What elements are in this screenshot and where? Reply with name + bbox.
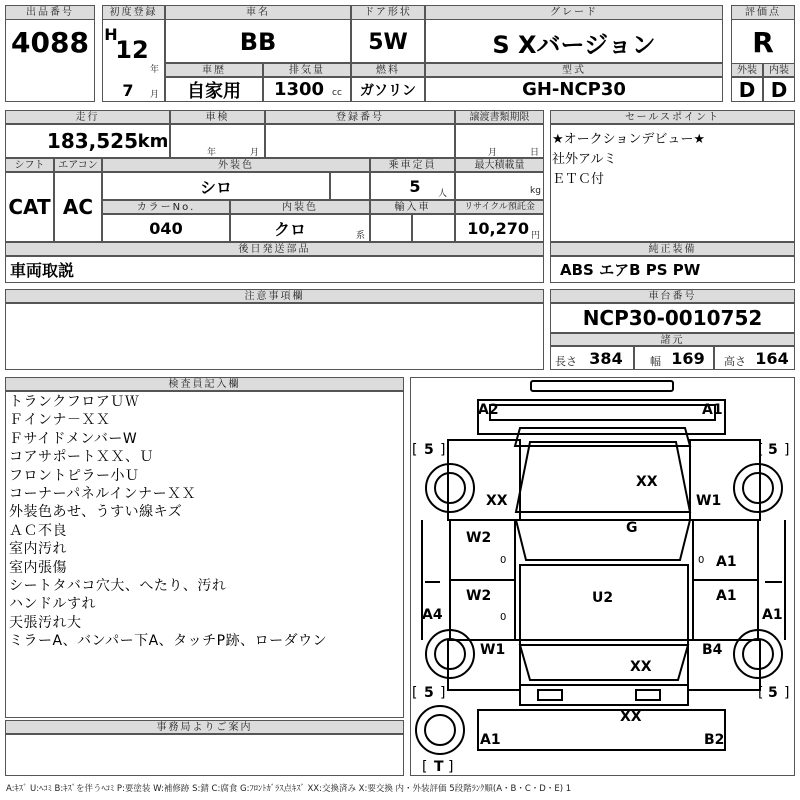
history-label: 車歴 [165,63,263,77]
car-name-label: 車名 [165,5,351,20]
ac: AC [62,195,94,219]
note-line: ＡＣ不良 [9,522,67,539]
note-line: シートタバコ穴大、へたり、汚れ [9,578,227,595]
max-load-label: 最大積載量 [455,158,544,172]
mark-zero-lf: 0 [500,555,507,566]
shift-label: シフト [5,158,54,172]
mark-a1-right-front: A1 [716,554,737,570]
reg-month: 7 [122,80,134,100]
caution-label: 注意事項欄 [5,289,544,303]
mark-u2-roof: U2 [592,590,614,606]
model: GH-NCP30 [522,79,626,100]
exterior-label: 外装 [731,63,763,77]
later-parts-label: 後日発送部品 [5,242,544,256]
capacity-unit: 人 [438,189,448,199]
mark-g-glass: G [626,520,638,536]
fuel-label: 燃料 [351,63,425,77]
car-name: BB [239,28,277,56]
transfer-label: 譲渡書類期限 [455,110,544,124]
import-cell-b [412,214,455,242]
inspection-month-unit: 月 [250,148,260,158]
height-label: 高さ [724,355,746,368]
bracket-icon: ] [784,442,790,458]
capacity: 5 [409,176,421,196]
later-parts: 車両取説 [10,261,75,280]
int-color-label: 内装色 [230,200,370,214]
score: R [752,25,774,59]
mileage-label: 走行 [5,110,170,124]
ext-color-extra-cell [330,172,370,200]
bracket-icon: [ [422,759,428,775]
interior-grade: D [770,77,788,102]
capacity-label: 乗車定員 [370,158,455,172]
door-type: 5W [368,29,408,55]
mark-tire-bl: 5 [424,685,434,701]
genuine-equipment: ABS エアB PS PW [560,261,701,279]
sales-line: ＥＴＣ付 [552,172,605,187]
transfer-month-unit: 月 [488,148,498,158]
mark-t-trunk: T [434,759,444,775]
bracket-icon: ] [440,685,446,701]
note-line: トランクフロアＵＷ [9,394,140,410]
mark-tire-tl: 5 [424,442,434,458]
length: 384 [589,348,623,368]
reg-year: 12 [115,36,149,64]
car-diagram [410,377,795,776]
history: 自家用 [187,80,241,102]
reg-no-cell [265,124,455,158]
mark-a4-left: A4 [422,607,443,623]
bracket-icon: ] [448,759,454,775]
inspector-label: 検査員記入欄 [5,377,404,391]
era: H [104,24,118,44]
sales-line: ★オークションデビュー★ [552,132,706,147]
mark-xx-hood: XX [636,474,658,490]
mark-a1-bottom: A1 [480,732,501,748]
mark-b4-right: B4 [702,642,723,658]
note-line: 室内汚れ [9,541,67,558]
transfer-day-unit: 日 [530,148,540,158]
month-unit: 月 [150,90,160,100]
recycle-label: リサイクル預託金 [455,200,544,214]
note-line: 室内張傷 [9,559,67,576]
import-cell-a [370,214,412,242]
sales-points [552,130,705,190]
max-load-unit: kg [530,186,541,196]
width-label: 幅 [650,355,661,368]
mark-w2-left-front: W2 [466,530,492,546]
lot-label: 出品番号 [5,5,95,20]
exterior-grade: D [738,77,756,102]
note-line: Ｆインナ－ＸＸ [9,412,111,429]
note-line: コーナーパネルインナーＸＸ [9,486,197,503]
lot-number: 4088 [11,25,89,59]
mark-zero-rf: 0 [698,555,705,566]
ext-color-label: 外装色 [102,158,370,172]
height: 164 [755,348,789,368]
interior-label: 内装 [763,63,795,77]
note-line: フロントピラー小Ｕ [9,467,140,484]
color-no: 040 [149,218,183,238]
recycle: 10,270 [467,218,529,238]
bracket-icon: [ [412,685,418,701]
note-line: 天張汚れ大 [9,614,82,631]
office-label: 事務局よりご案内 [5,720,404,734]
mark-xx-rear: XX [630,659,652,675]
bracket-icon: ] [440,442,446,458]
displacement-unit: cc [332,88,342,98]
note-line: ハンドルすれ [9,596,96,613]
inspector-notes [9,393,327,651]
ac-label: エアコン [54,158,102,172]
mark-a1-right-rear: A1 [716,588,737,604]
bracket-icon: [ [758,685,764,701]
mark-w2-left-rear: W2 [466,588,492,604]
score-label: 評価点 [731,5,795,20]
mark-tire-tr: 5 [768,442,778,458]
import-label: 輸入車 [370,200,455,214]
note-line: ＦサイドメンバーW [9,430,138,447]
reg-no-label: 登録番号 [265,110,455,124]
mark-a1-top: A1 [702,402,723,418]
model-label: 型式 [425,63,723,77]
fuel: ガソリン [360,82,416,99]
mark-a1-right-side: A1 [762,607,783,623]
length-label: 長さ [555,355,577,368]
inspection-label: 車検 [170,110,265,124]
inspection-year-unit: 年 [207,148,217,158]
genuine-label: 純正装備 [550,242,795,256]
note-line: ミラーA、バンパー下A、タッチP跡、ローダウン [9,633,328,650]
mileage-unit: km [137,130,169,152]
bracket-icon: ] [784,685,790,701]
office-cell [5,734,404,776]
first-reg-label: 初度登録 [102,5,165,20]
mark-xx-bumper: XX [620,709,642,725]
width: 169 [671,348,705,368]
int-color-unit: 系 [356,231,366,241]
shift: CAT [8,195,51,219]
chassis-number: NCP30-0010752 [582,306,763,330]
bracket-icon: [ [412,442,418,458]
sales-line: 社外アルミ [552,152,617,167]
mark-w1-right: W1 [696,493,722,509]
mark-zero-lr: 0 [500,612,507,623]
year-unit: 年 [150,65,160,75]
mark-xx-left: XX [486,493,508,509]
sales-label: セールスポイント [550,110,795,124]
displacement-label: 排気量 [263,63,351,77]
door-label: ドア形状 [351,5,425,20]
recycle-unit: 円 [531,231,541,241]
grade: S Xバージョン [492,30,656,59]
ext-color: シロ [199,177,232,197]
caution-cell [5,303,544,370]
displacement: 1300 [273,79,325,100]
note-line: 外装色あせ、うすい線キズ [9,504,183,521]
color-no-label: カラーNo. [102,200,230,214]
note-line: コアサポートＸＸ、Ｕ [9,449,154,466]
mileage: 183,525 [46,129,138,153]
grade-label: グレード [425,5,723,20]
mark-w1-left: W1 [480,642,506,658]
legend: A:ｷｽﾞ U:ﾍｺﾐ B:ｷｽﾞを伴うﾍｺﾐ P:要塗装 W:補修跡 S:錆 C:腐食 G:ﾌﾛﾝﾄｶﾞﾗｽ点ｷｽﾞ XX:交換済み X:要交換 内・外装評価 5段階ﾗﾝｸ順(A・B・C・D・E) 1 [6,784,572,794]
mark-tire-br: 5 [768,685,778,701]
dims-label: 諸元 [550,333,795,346]
chassis-label: 車台番号 [550,289,795,303]
bracket-icon: [ [758,442,764,458]
int-color: クロ [273,219,306,239]
mark-a2-top: A2 [478,402,499,418]
mark-b2-bottom: B2 [704,732,725,748]
